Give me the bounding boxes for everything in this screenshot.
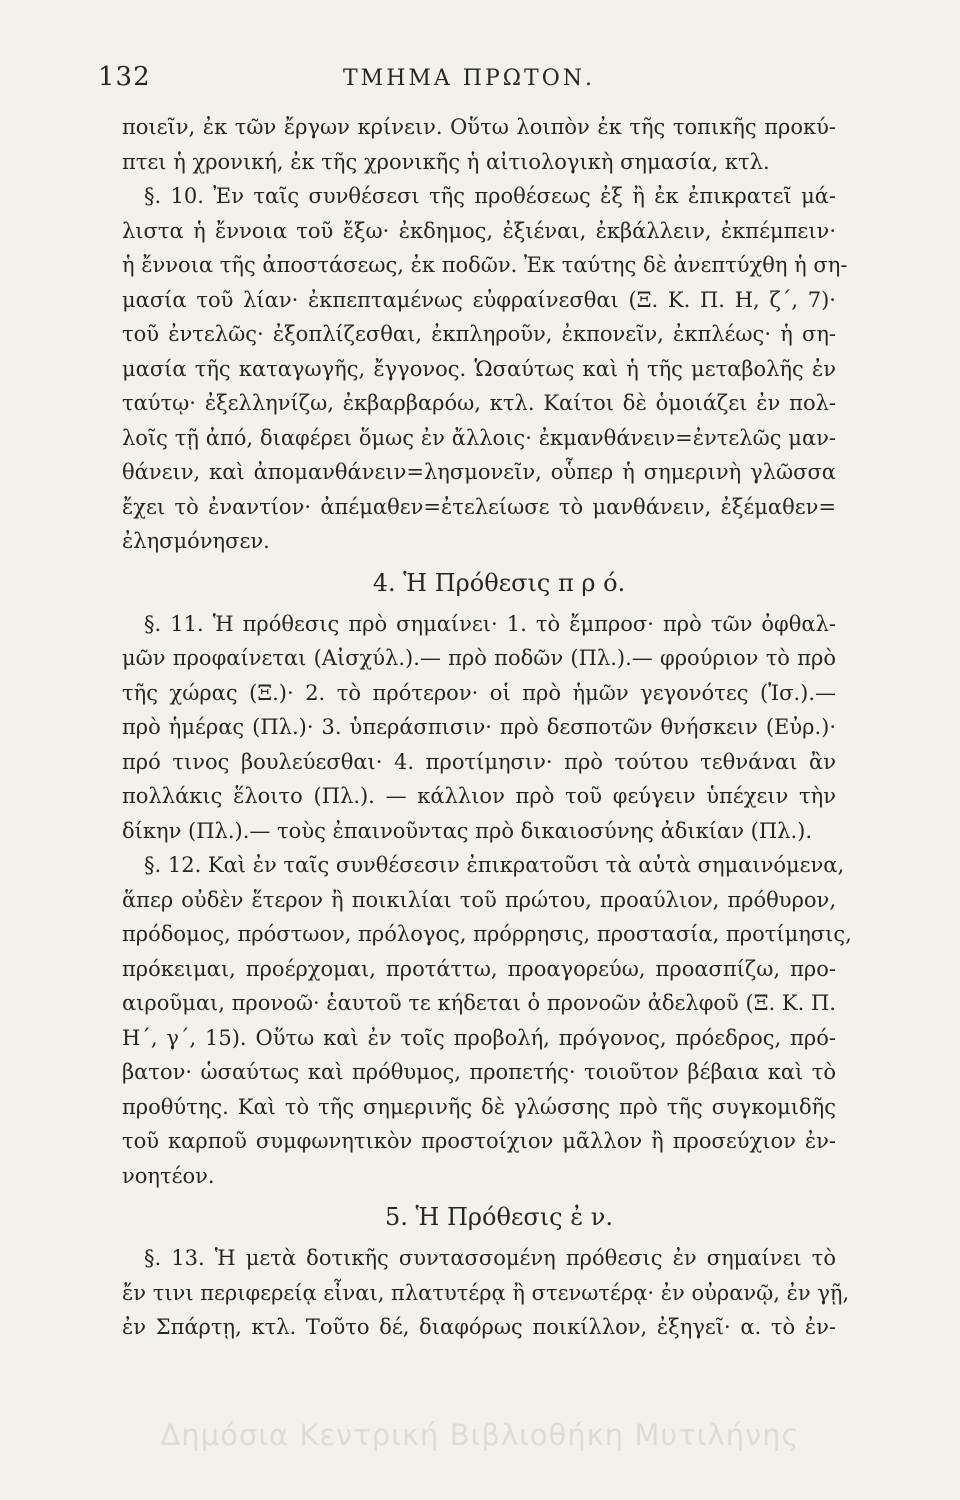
text-line: βατον· ὡσαύτως καὶ πρόθυμος, προπετής· τοιοῦτον βέβαια καὶ τὸ bbox=[122, 1060, 836, 1084]
text-line: πολλάκις ἕλοιτο (Πλ.). — κάλλιον πρὸ τοῦ φεύγειν ὑπέχειν τὴν bbox=[122, 784, 836, 808]
library-watermark: Δημόσια Κεντρική Βιβλιοθήκη Μυτιλήνης bbox=[160, 1418, 800, 1452]
running-title: ΤΜΗΜΑ ΠΡΩΤΟΝ. bbox=[343, 66, 595, 91]
text-line: μῶν προφαίνεται (Αἰσχύλ.).— πρὸ ποδῶν (Πλ.).— φρούριον τὸ πρὸ bbox=[122, 646, 836, 670]
text-line: αιροῦμαι, προνοῶ· ἑαυτοῦ τε κήδεται ὁ προνοῶν ἀδελφοῦ (Ξ. Κ. Π. bbox=[122, 991, 836, 1015]
text-line: νοητέον. bbox=[122, 1163, 215, 1188]
text-line: πρό τινος βουλεύεσθαι· 4. προτίμησιν· πρὸ τούτου τεθνάναι ἂν bbox=[122, 749, 836, 774]
text-line: πρόδομος, πρόστωον, πρόλογος, πρόρρησις, προστασία, προτίμησις, bbox=[122, 922, 852, 946]
page-header bbox=[98, 62, 840, 102]
text-line: ἅπερ οὐδὲν ἕτερον ἢ ποικιλίαι τοῦ πρώτου, προαύλιον, πρόθυρον, bbox=[122, 887, 836, 912]
text-line: θάνειν, καὶ ἀπομανθάνειν=λησμονεῖν, οὗπερ ἡ σημερινὴ γλῶσσα bbox=[122, 460, 836, 484]
page-number: 132 bbox=[98, 62, 151, 92]
text-line: ἐλησμόνησεν. bbox=[122, 529, 270, 553]
text-line: πτει ἡ χρονική, ἐκ τῆς χρονικῆς ἡ αἰτιολογικὴ σημασία, κτλ. bbox=[122, 149, 770, 174]
text-line: Η΄, γ΄, 15). Οὕτω καὶ ἐν τοῖς προβολή, πρόγονος, πρόεδρος, πρό- bbox=[122, 1025, 836, 1050]
text-line: ποιεῖν, ἐκ τῶν ἔργων κρίνειν. Οὕτω λοιπὸν ἐκ τῆς τοπικῆς προκύ- bbox=[122, 115, 836, 139]
text-line: τοῦ ἐντελῶς· ἐξοπλίζεσθαι, ἐκπληροῦν, ἐκπονεῖν, ἐκπλέως· ἡ ση- bbox=[122, 322, 836, 346]
text-line: προθύτης. Καὶ τὸ τῆς σημερινῆς δὲ γλώσσης πρὸ τῆς συγκομιδῆς bbox=[122, 1094, 836, 1119]
text-line: μασία τοῦ λίαν· ἐκπεπταμένως εὐφραίνεσθαι (Ξ. Κ. Π. Η, ζ΄, 7)· bbox=[122, 287, 836, 312]
text-line: ταύτῳ· ἐξελληνίζω, ἐκβαρβαρόω, κτλ. Καίτοι δὲ ὁμοιάζει ἐν πολ- bbox=[122, 391, 836, 415]
text-line: §. 13. Ἡ μετὰ δοτικῆς συντασσομένη πρόθεσις ἐν σημαίνει τὸ bbox=[144, 1246, 836, 1270]
text-line: ἐν Σπάρτῃ, κτλ. Τοῦτο δέ, διαφόρως ποικίλλον, ἐξηγεῖ· α. τὸ ἐν- bbox=[122, 1315, 836, 1339]
text-line: δίκην (Πλ.).— τοὺς ἐπαινοῦντας πρὸ δικαιοσύνης ἀδικίαν (Πλ.). bbox=[122, 818, 812, 843]
text-line: πρόκειμαι, προέρχομαι, προτάττω, προαγορεύω, προασπίζω, προ- bbox=[122, 956, 836, 981]
text-line: μασία τῆς καταγωγῆς, ἔγγονος. Ὡσαύτως καὶ ἡ τῆς μεταβολῆς ἐν bbox=[122, 356, 836, 381]
section-heading: 5. Ἡ Πρόθεσις ἐ ν. bbox=[385, 1203, 613, 1231]
text-line: ἔχει τὸ ἐναντίον· ἀπέμαθεν=ἐτελείωσε τὸ μανθάνειν, ἐξέμαθεν= bbox=[122, 494, 836, 519]
text-line: λιστα ἡ ἔννοια τοῦ ἔξω· ἐκδημος, ἐξιέναι, ἐκβάλλειν, ἐκπέμπειν· bbox=[122, 218, 836, 243]
text-line: §. 10. Ἐν ταῖς συνθέσεσι τῆς προθέσεως ἐξ ἢ ἐκ ἐπικρατεῖ μά- bbox=[144, 184, 836, 208]
text-line: ἡ ἔννοια τῆς ἀποστάσεως, ἐκ ποδῶν. Ἐκ ταύτης δὲ ἀνεπτύχθη ἡ ση- bbox=[122, 253, 848, 277]
body-text bbox=[122, 110, 852, 1345]
text-line: τῆς χώρας (Ξ.)· 2. τὸ πρότερον· οἱ πρὸ ἡμῶν γεγονότες (Ἰσ.).— bbox=[122, 680, 836, 705]
text-line: πρὸ ἡμέρας (Πλ.)· 3. ὑπεράσπισιν· πρὸ δεσποτῶν θνήσκειν (Εὐρ.)· bbox=[122, 715, 836, 739]
text-line: §. 11. Ἡ πρόθεσις πρὸ σημαίνει· 1. τὸ ἔμπροσ· πρὸ τῶν ὀφθαλ- bbox=[144, 611, 836, 636]
text-line: λοῖς τῇ ἀπό, διαφέρει ὅμως ἐν ἄλλοις· ἐκμανθάνειν=ἐντελῶς μαν- bbox=[122, 425, 836, 450]
section-heading: 4. Ἡ Πρόθεσις π ρ ό. bbox=[372, 568, 626, 597]
text-line: §. 12. Καὶ ἐν ταῖς συνθέσεσιν ἐπικρατοῦσι τὰ αὐτὰ σημαινόμενα, bbox=[144, 853, 845, 877]
text-line: ἔν τινι περιφερείᾳ εἶναι, πλατυτέρᾳ ἢ στενωτέρᾳ· ἐν οὐρανῷ, ἐν γῇ, bbox=[122, 1280, 850, 1305]
text-line: τοῦ καρποῦ συμφωνητικὸν προστοίχιον μᾶλλον ἢ προσεύχιον ἐν- bbox=[122, 1129, 836, 1153]
